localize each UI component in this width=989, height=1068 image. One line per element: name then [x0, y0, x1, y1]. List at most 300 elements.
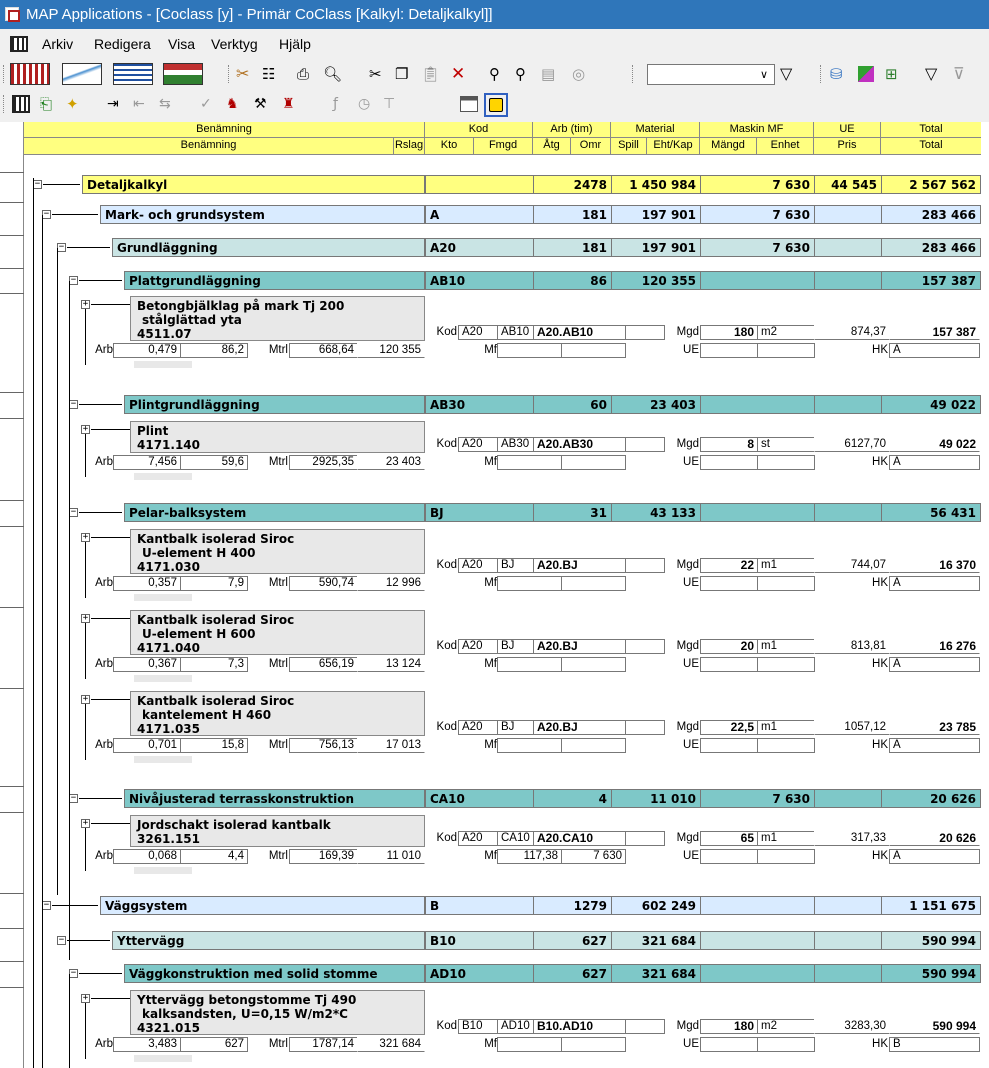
pris-field[interactable]: 3283,30 [814, 1019, 890, 1034]
pris-field[interactable]: 874,37 [814, 325, 890, 340]
ue1-field[interactable] [700, 657, 758, 672]
tree-connector [91, 823, 131, 824]
group-name[interactable]: Plattgrundläggning [124, 271, 425, 290]
group-ue [814, 931, 882, 950]
hk-field[interactable]: A [889, 576, 980, 591]
group-ue [814, 238, 882, 257]
header-spill[interactable]: Spill [611, 138, 647, 154]
subcontractor-icon[interactable]: ♜ [282, 96, 295, 112]
spill-field[interactable] [625, 831, 665, 846]
item-line: kantelement H 460 [142, 708, 272, 722]
mtrlsum-field[interactable]: 17 013 [357, 738, 425, 753]
atg-field[interactable]: 0,479 [113, 343, 181, 358]
mtrl-label: Mtrl [268, 456, 288, 468]
item-line: 3261.151 [137, 832, 201, 846]
pris-field[interactable]: 744,07 [814, 558, 890, 573]
tree-trunk [42, 215, 43, 1068]
document-icon[interactable] [10, 36, 28, 52]
header-kod[interactable]: Kod [425, 122, 533, 138]
kod2-field[interactable]: BJ [497, 558, 534, 573]
ue2-field[interactable] [757, 849, 815, 864]
gantt-view-icon[interactable] [163, 63, 203, 85]
mf1-field[interactable] [497, 657, 562, 672]
kodfull-field[interactable]: A20.AB30 [533, 437, 626, 452]
ue2-field[interactable] [757, 1037, 815, 1052]
mf1-field[interactable] [497, 576, 562, 591]
mtrl-label: Mtrl [268, 739, 288, 751]
hk-field[interactable]: A [889, 455, 980, 470]
kod1-field[interactable]: A20 [458, 558, 498, 573]
ue1-field[interactable] [700, 1037, 758, 1052]
filter-combo[interactable] [647, 64, 775, 85]
omr-field[interactable]: 7,9 [180, 576, 248, 591]
mgd-field[interactable]: 65 [700, 831, 758, 846]
atg-field[interactable]: 0,068 [113, 849, 181, 864]
mtrl-field[interactable]: 169,39 [289, 849, 358, 864]
tree-connector [85, 309, 86, 365]
mtrl-field[interactable]: 1787,14 [289, 1037, 358, 1052]
database-icon[interactable]: ⛁ [830, 65, 843, 83]
atg-field[interactable]: 0,357 [113, 576, 181, 591]
row-separator [0, 928, 24, 929]
outdent-icon[interactable]: ⇤ [133, 96, 145, 112]
spill-field[interactable] [625, 558, 665, 573]
tree-connector [85, 704, 86, 760]
print-icon[interactable]: ⎙ [297, 65, 310, 83]
group-material: 197 901 [611, 205, 701, 224]
mgd-label: Mgd [676, 832, 699, 844]
menu-redigera[interactable]: Redigera [94, 36, 151, 52]
cut-icon[interactable]: ✂ [369, 65, 382, 83]
mtrlsum-field[interactable]: 12 996 [357, 576, 425, 591]
item-scrollbar[interactable] [134, 1055, 192, 1062]
tree-connector [91, 537, 131, 538]
ue-label: UE [683, 850, 699, 862]
header-benamning[interactable]: Benämning [24, 122, 425, 138]
group-total: 283 466 [881, 238, 981, 257]
ue1-field[interactable] [700, 343, 758, 358]
header-maskin[interactable]: Maskin MF [700, 122, 814, 138]
enhet-field[interactable]: st [757, 437, 815, 452]
kod1-field[interactable]: A20 [458, 325, 498, 340]
header-omr[interactable]: Omr [571, 138, 611, 154]
expand-icon[interactable]: + [82, 993, 89, 1003]
group-name[interactable]: Mark- och grundsystem [100, 205, 425, 224]
header-ue[interactable]: UE [814, 122, 881, 138]
hk-field[interactable]: A [889, 343, 980, 358]
total-field[interactable]: 49 022 [889, 437, 980, 452]
goto-icon[interactable]: ▤ [541, 65, 556, 83]
group-arb: 627 [533, 931, 612, 950]
kod-label: Kod [436, 326, 457, 338]
bar-view-icon[interactable] [10, 63, 50, 85]
paste-icon[interactable]: 📋︎ [421, 65, 441, 83]
mf2-field[interactable] [561, 1037, 626, 1052]
ue1-field[interactable] [700, 455, 758, 470]
group-maskin: 7 630 [700, 205, 815, 224]
group-name[interactable]: Väggkonstruktion med solid stomme [124, 964, 425, 983]
filter-icon[interactable]: ▽ [780, 64, 793, 83]
item-line: 4171.030 [137, 560, 201, 574]
arb-label: Arb [95, 344, 113, 356]
item-description[interactable] [130, 610, 425, 655]
group-name[interactable]: Detaljkalkyl [82, 175, 425, 194]
mf2-field[interactable] [561, 576, 626, 591]
app-icon [5, 7, 19, 21]
header-rslag[interactable]: Rslag [394, 138, 425, 154]
calc-icon[interactable] [12, 95, 30, 113]
group-maskin: 7 630 [700, 238, 815, 257]
collapse-icon[interactable]: − [43, 900, 50, 910]
kodfull-field[interactable]: B10.AD10 [533, 1019, 626, 1034]
hierarchy-icon[interactable]: ⊤ [383, 96, 396, 112]
kod2-field[interactable]: AB10 [497, 325, 534, 340]
omr-field[interactable]: 15,8 [180, 738, 248, 753]
mf1-field[interactable] [497, 738, 562, 753]
kod1-field[interactable]: A20 [458, 639, 498, 654]
mtrl-field[interactable]: 668,64 [289, 343, 358, 358]
group-total: 590 994 [881, 964, 981, 983]
mtrl-field[interactable]: 2925,35 [289, 455, 358, 470]
kod2-field[interactable]: CA10 [497, 831, 534, 846]
omr-field[interactable]: 86,2 [180, 343, 248, 358]
mgd-label: Mgd [676, 640, 699, 652]
delete-icon[interactable]: ✕ [451, 64, 466, 84]
mf2-field[interactable] [561, 455, 626, 470]
kod2-field[interactable]: BJ [497, 639, 534, 654]
menu-arkiv[interactable]: Arkiv [42, 36, 74, 52]
kodfull-field[interactable]: A20.BJ [533, 558, 626, 573]
header-arb[interactable]: Arb (tim) [533, 122, 611, 138]
spill-field[interactable] [625, 639, 665, 654]
item-description[interactable] [130, 815, 425, 847]
atg-field[interactable]: 3,483 [113, 1037, 181, 1052]
group-total: 49 022 [881, 395, 981, 414]
atg-field[interactable]: 0,701 [113, 738, 181, 753]
mgd-label: Mgd [676, 721, 699, 733]
group-name[interactable]: Yttervägg [112, 931, 425, 950]
mf2-field[interactable]: 7 630 [561, 849, 626, 864]
expand-icon[interactable]: + [82, 613, 89, 623]
group-kod [425, 175, 534, 194]
collapse-icon[interactable]: − [70, 275, 77, 285]
header-total-sub[interactable]: Total [919, 139, 943, 151]
item-line: Kantbalk isolerad Siroc [137, 694, 295, 708]
header-atg[interactable]: Åtg [533, 138, 571, 154]
machine-icon[interactable]: ⚒ [254, 96, 267, 112]
item-scrollbar[interactable] [134, 756, 192, 763]
spill-field[interactable] [625, 437, 665, 452]
mtrlsum-field[interactable]: 13 124 [357, 657, 425, 672]
ue1-field[interactable] [700, 576, 758, 591]
menu-visa[interactable]: Visa [168, 36, 195, 52]
item-scrollbar[interactable] [134, 867, 192, 874]
collapse-icon[interactable]: − [70, 968, 77, 978]
header-mangd[interactable]: Mängd [700, 138, 757, 154]
row-separator [0, 500, 24, 501]
enhet-field[interactable]: m1 [757, 720, 815, 735]
group-name[interactable]: Plintgrundläggning [124, 395, 425, 414]
copy-icon[interactable]: ❐ [395, 65, 409, 83]
check-icon[interactable]: ✓ [200, 96, 212, 112]
window-icon[interactable] [460, 96, 478, 112]
spill-field[interactable] [625, 1019, 665, 1034]
omr-field[interactable]: 627 [180, 1037, 248, 1052]
pris-field[interactable]: 1057,12 [814, 720, 890, 735]
mf2-field[interactable] [561, 343, 626, 358]
formula-icon[interactable]: ƒ [333, 96, 338, 112]
tree-connector [85, 828, 86, 871]
item-line: stålglättad yta [142, 313, 242, 327]
mf-label: Mf [484, 456, 497, 468]
print-preview-icon[interactable]: 🔍︎ [323, 65, 343, 83]
item-description[interactable] [130, 529, 425, 574]
atg-field[interactable]: 0,367 [113, 657, 181, 672]
ue2-field[interactable] [757, 455, 815, 470]
menu-hjalp[interactable]: Hjälp [279, 36, 311, 52]
replace-icon[interactable]: ⚲ [515, 65, 526, 83]
mgd-field[interactable]: 22,5 [700, 720, 758, 735]
total-field[interactable]: 157 387 [889, 325, 980, 340]
import-icon[interactable]: ⎗ [40, 95, 53, 113]
mtrl-field[interactable]: 590,74 [289, 576, 358, 591]
item-scrollbar[interactable] [134, 594, 192, 601]
header-ehtkap[interactable]: Eht/Kap [647, 138, 700, 154]
header-kto[interactable]: Kto [425, 138, 474, 154]
mf1-field[interactable] [497, 455, 562, 470]
pris-field[interactable]: 317,33 [814, 831, 890, 846]
kod2-field[interactable]: AD10 [497, 1019, 534, 1034]
mf2-field[interactable] [561, 738, 626, 753]
tree-connector [91, 429, 131, 430]
active-view-button[interactable] [484, 93, 508, 117]
mgd-field[interactable]: 22 [700, 558, 758, 573]
expand-icon[interactable]: + [82, 818, 89, 828]
header-fmgd[interactable]: Fmgd [474, 138, 533, 154]
row-separator [0, 418, 24, 419]
list-view-icon[interactable] [113, 63, 153, 85]
ue1-field[interactable] [700, 849, 758, 864]
menu-verktyg[interactable]: Verktyg [211, 36, 258, 52]
item-scrollbar[interactable] [134, 675, 192, 682]
mf1-field[interactable] [497, 1037, 562, 1052]
ue-label: UE [683, 658, 699, 670]
group-total: 590 994 [881, 931, 981, 950]
hk-field[interactable]: A [889, 657, 980, 672]
hk-label: HK [872, 1038, 888, 1050]
expand-icon[interactable]: + [82, 532, 89, 542]
hk-field[interactable]: A [889, 738, 980, 753]
total-field[interactable]: 16 276 [889, 639, 980, 654]
mf-label: Mf [484, 344, 497, 356]
move-icon[interactable]: ⇆ [159, 96, 171, 112]
tools-icon[interactable]: ✂ [236, 64, 250, 83]
mgd-label: Mgd [676, 559, 699, 571]
pris-field[interactable]: 6127,70 [814, 437, 890, 452]
omr-field[interactable]: 59,6 [180, 455, 248, 470]
find-icon[interactable]: ⚲ [489, 65, 500, 83]
item-description[interactable] [130, 296, 425, 341]
group-arb: 1279 [533, 896, 612, 915]
kod1-field[interactable]: A20 [458, 831, 498, 846]
kodfull-field[interactable]: A20.CA10 [533, 831, 626, 846]
header-benamning-sub[interactable]: Benämning [24, 138, 394, 154]
collapse-icon[interactable]: − [58, 242, 65, 252]
collapse-icon[interactable]: − [43, 209, 50, 219]
star-icon[interactable]: ✦ [66, 95, 79, 113]
tree-icon[interactable]: ⊞ [885, 65, 898, 83]
group-maskin [700, 503, 815, 522]
tree-connector [79, 973, 122, 974]
item-line: U-element H 600 [142, 627, 256, 641]
ue2-field[interactable] [757, 738, 815, 753]
hk-field[interactable]: B [889, 1037, 980, 1052]
row-selector-strip[interactable] [0, 122, 24, 1068]
filter-clear-icon[interactable]: ⊽ [953, 64, 965, 83]
mgd-field[interactable]: 180 [700, 1019, 758, 1034]
toolbar-grip[interactable] [3, 95, 6, 113]
group-kod: AB10 [425, 271, 534, 290]
ue2-field[interactable] [757, 576, 815, 591]
expand-icon[interactable]: + [82, 694, 89, 704]
total-field[interactable]: 20 626 [889, 831, 980, 846]
mtrlsum-field[interactable]: 120 355 [357, 343, 425, 358]
mgd-field[interactable]: 180 [700, 325, 758, 340]
group-arb: 31 [533, 503, 612, 522]
hk-label: HK [872, 850, 888, 862]
arb-label: Arb [95, 658, 113, 670]
mf2-field[interactable] [561, 657, 626, 672]
kod-label: Kod [436, 832, 457, 844]
kod-label: Kod [436, 559, 457, 571]
group-name[interactable]: Nivåjusterad terrasskonstruktion [124, 789, 425, 808]
group-name[interactable]: Pelar-balksystem [124, 503, 425, 522]
ue2-field[interactable] [757, 343, 815, 358]
item-scrollbar[interactable] [134, 361, 192, 368]
header-pris[interactable]: Pris [814, 138, 881, 154]
kod2-field[interactable]: BJ [497, 720, 534, 735]
enhet-field[interactable]: m1 [757, 831, 815, 846]
expand-icon[interactable]: + [82, 424, 89, 434]
clock-icon[interactable]: ◷ [358, 96, 371, 112]
mtrl-field[interactable]: 656,19 [289, 657, 358, 672]
enhet-field[interactable]: m2 [757, 1019, 815, 1034]
kod1-field[interactable]: A20 [458, 437, 498, 452]
pris-field[interactable]: 813,81 [814, 639, 890, 654]
chevron-down-icon: ∨ [759, 68, 768, 81]
tree-connector [52, 214, 98, 215]
mf-label: Mf [484, 850, 497, 862]
group-material: 602 249 [611, 896, 701, 915]
item-description[interactable] [130, 990, 425, 1035]
ue2-field[interactable] [757, 657, 815, 672]
collapse-icon[interactable]: − [34, 179, 41, 189]
group-name[interactable]: Väggsystem [100, 896, 425, 915]
kod1-field[interactable]: B10 [458, 1019, 498, 1034]
properties-icon[interactable]: ☷ [262, 65, 276, 83]
spill-field[interactable] [625, 720, 665, 735]
header-material[interactable]: Material [611, 122, 700, 138]
collapse-icon[interactable]: − [58, 935, 65, 945]
kod1-field[interactable]: A20 [458, 720, 498, 735]
mf1-field[interactable]: 117,38 [497, 849, 562, 864]
item-scrollbar[interactable] [134, 473, 192, 480]
toolbar-separator [228, 65, 231, 83]
color-icon[interactable] [858, 66, 874, 82]
filter-apply-icon[interactable]: ▽ [925, 64, 938, 83]
collapse-icon[interactable]: − [70, 507, 77, 517]
mtrlsum-field[interactable]: 11 010 [357, 849, 425, 864]
row-separator [0, 202, 24, 203]
atg-field[interactable]: 7,456 [113, 455, 181, 470]
kodfull-field[interactable]: A20.BJ [533, 639, 626, 654]
indent-icon[interactable]: ⇥ [107, 96, 119, 112]
enhet-field[interactable]: m2 [757, 325, 815, 340]
mf-label: Mf [484, 739, 497, 751]
kodfull-field[interactable]: A20.AB10 [533, 325, 626, 340]
total-field[interactable]: 23 785 [889, 720, 980, 735]
header-enhet[interactable]: Enhet [757, 138, 814, 154]
group-kod: BJ [425, 503, 534, 522]
tree-trunk [69, 281, 70, 960]
item-line: Jordschakt isolerad kantbalk [137, 818, 331, 832]
mtrlsum-field[interactable]: 23 403 [357, 455, 425, 470]
group-material: 321 684 [611, 931, 701, 950]
collapse-icon[interactable]: − [70, 793, 77, 803]
arb-label: Arb [95, 850, 113, 862]
title-bar [0, 0, 989, 29]
kodfull-field[interactable]: A20.BJ [533, 720, 626, 735]
ue1-field[interactable] [700, 738, 758, 753]
group-ue [814, 271, 882, 290]
mtrl-field[interactable]: 756,13 [289, 738, 358, 753]
enhet-field[interactable]: m1 [757, 639, 815, 654]
worker-icon[interactable]: ♞ [226, 96, 239, 112]
item-line: Plint [137, 424, 169, 438]
group-material: 120 355 [611, 271, 701, 290]
mgd-field[interactable]: 20 [700, 639, 758, 654]
group-maskin: 7 630 [700, 175, 815, 194]
item-description[interactable] [130, 421, 425, 453]
omr-field[interactable]: 4,4 [180, 849, 248, 864]
hk-field[interactable]: A [889, 849, 980, 864]
mgd-field[interactable]: 8 [700, 437, 758, 452]
item-description[interactable] [130, 691, 425, 736]
group-total: 1 151 675 [881, 896, 981, 915]
chart-view-icon[interactable] [62, 63, 102, 85]
group-maskin [700, 395, 815, 414]
toolbar-separator [632, 65, 635, 83]
group-name[interactable]: Grundläggning [112, 238, 425, 257]
header-total[interactable]: Total [919, 123, 943, 135]
omr-field[interactable]: 7,3 [180, 657, 248, 672]
mtrlsum-field[interactable]: 321 684 [357, 1037, 425, 1052]
collapse-icon[interactable]: − [70, 399, 77, 409]
expand-icon[interactable]: + [82, 299, 89, 309]
group-maskin [700, 896, 815, 915]
spill-field[interactable] [625, 325, 665, 340]
enhet-field[interactable]: m1 [757, 558, 815, 573]
toolbar-grip[interactable] [3, 65, 6, 83]
total-field[interactable]: 16 370 [889, 558, 980, 573]
kod2-field[interactable]: AB30 [497, 437, 534, 452]
total-field[interactable]: 590 994 [889, 1019, 980, 1034]
mf1-field[interactable] [497, 343, 562, 358]
hk-label: HK [872, 658, 888, 670]
item-line: 4171.140 [137, 438, 201, 452]
refresh-icon[interactable]: ◎ [572, 65, 586, 83]
tree-connector [52, 905, 98, 906]
